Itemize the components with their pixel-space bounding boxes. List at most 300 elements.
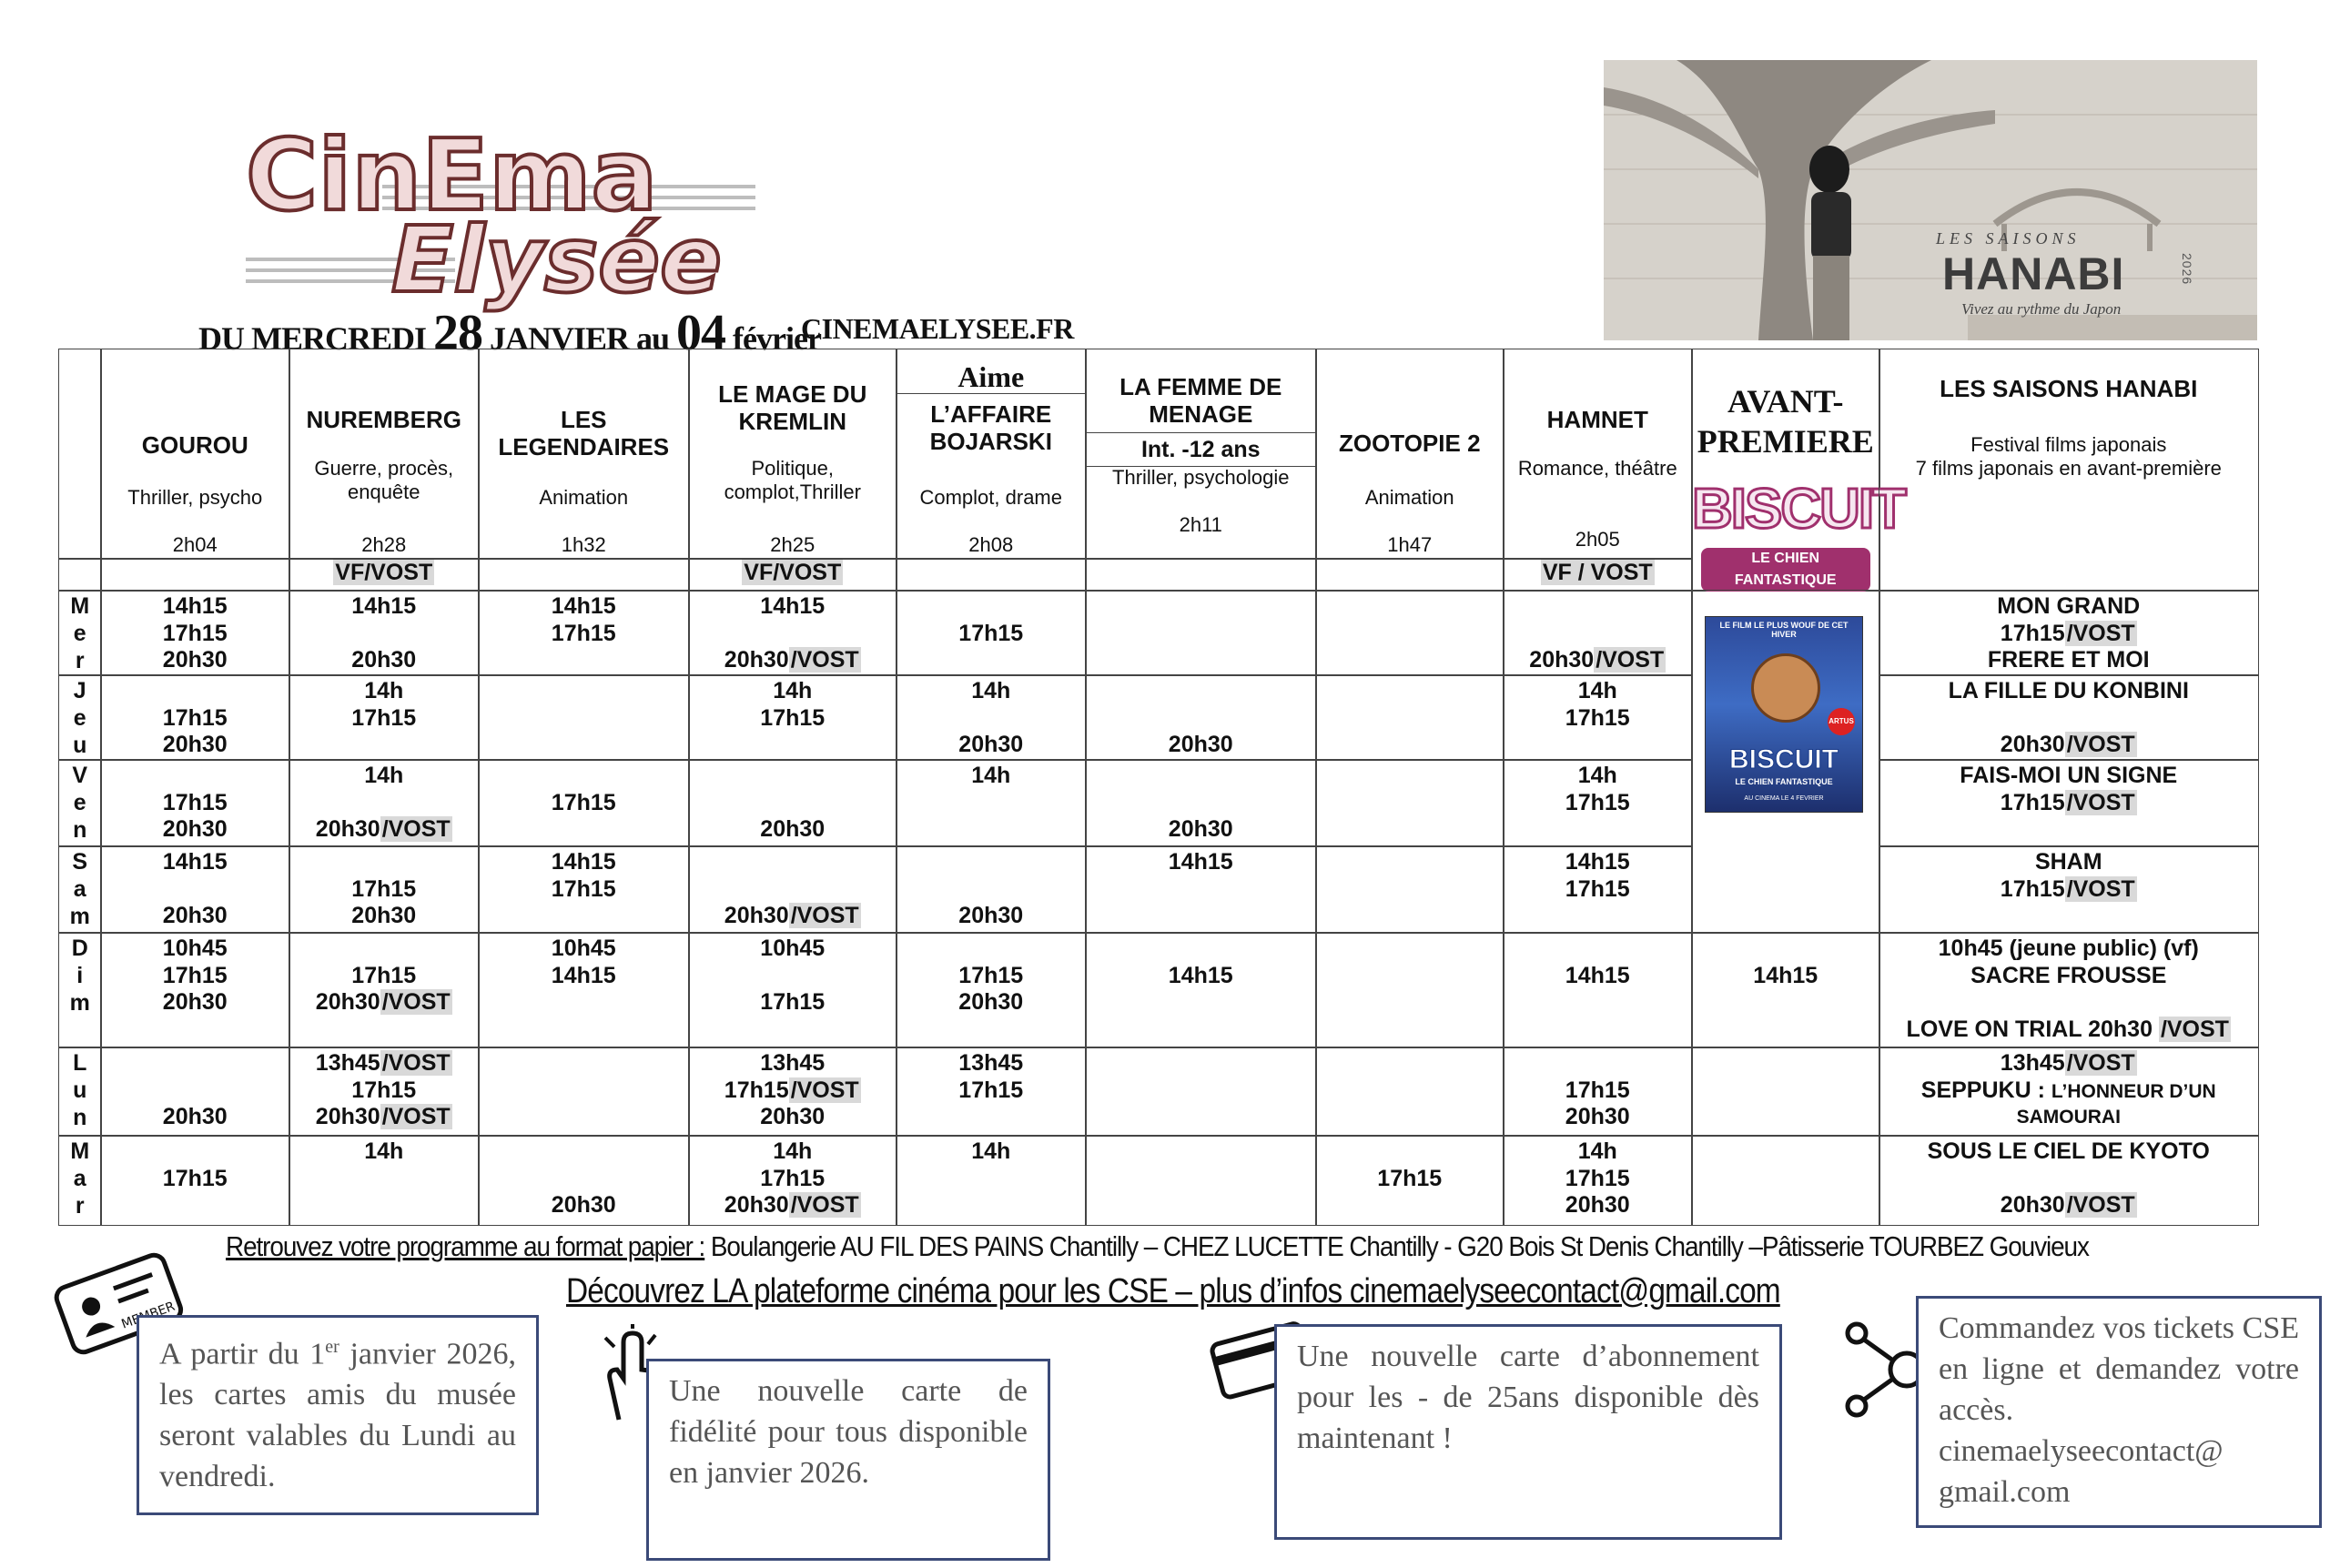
showtime-line xyxy=(289,1166,479,1193)
text: 20h30 xyxy=(958,989,1024,1015)
showtime-cell xyxy=(1315,1135,1504,1226)
showtime-line xyxy=(897,647,1086,674)
text: 17h15 xyxy=(958,620,1024,646)
showtime-line xyxy=(689,647,897,674)
poster-title: BISCUIT xyxy=(1729,744,1839,774)
showtime-cell xyxy=(896,932,1087,1048)
showtime-line xyxy=(101,849,289,876)
showtime-line xyxy=(101,1104,289,1131)
text: /VOST xyxy=(2066,875,2135,902)
text: 17h15 xyxy=(724,1077,789,1103)
text: 17h15 xyxy=(1377,1165,1443,1191)
banner-small-title: LES SAISONS xyxy=(1936,229,2081,248)
text: 20h30 xyxy=(760,1104,826,1129)
text: 14h xyxy=(1577,763,1617,788)
showtime-cell xyxy=(896,1135,1087,1226)
text: 14h xyxy=(364,1138,404,1164)
showtime-line xyxy=(101,621,289,648)
showtime-line xyxy=(1086,790,1316,817)
text: /VOST xyxy=(381,1050,451,1076)
day-letter: r xyxy=(75,1193,85,1219)
text: 20h30 xyxy=(1529,647,1595,673)
showtime-cell xyxy=(896,1047,1087,1137)
showtime-line xyxy=(101,903,289,930)
showtime-line xyxy=(1316,1192,1504,1219)
showtime-cell xyxy=(1315,674,1504,761)
showtime-line xyxy=(101,1166,289,1193)
showtime-cell xyxy=(1503,932,1693,1048)
showtime-line xyxy=(289,816,479,844)
day-letter: n xyxy=(73,1105,87,1130)
showtime-line xyxy=(1086,1104,1316,1131)
day-letter: L xyxy=(73,1050,87,1076)
logo-line2: Elysée xyxy=(391,207,722,313)
text: 20h30 xyxy=(551,1192,616,1218)
film-title: ZOOTOPIE 2 xyxy=(1338,430,1481,457)
showtime-line xyxy=(1316,732,1504,759)
showtime-line xyxy=(1316,903,1504,930)
paper-program-line: Retrouvez votre programme au format papier : Boulangerie AU FIL DES PAINS Chantilly – CHEZ LUCETTE Chantilly - G20 Bois St Denis Chantilly –Pâtisserie TOURBEZ Gouvieux xyxy=(226,1230,2089,1262)
showtime-line xyxy=(1504,705,1692,733)
showtime-cell xyxy=(1085,674,1317,761)
showtime-line xyxy=(289,1077,479,1105)
showtime-line xyxy=(289,593,479,621)
text: 20h30 xyxy=(162,732,228,757)
showtime-line xyxy=(1316,963,1504,990)
showtime-cell xyxy=(478,845,690,934)
day-letter: m xyxy=(69,990,90,1016)
film-duration: 1h32 xyxy=(561,533,606,556)
showtime-line xyxy=(479,732,689,759)
text: /VOST xyxy=(790,903,859,928)
showtime-cell xyxy=(688,932,897,1048)
film-header-7 xyxy=(1315,349,1504,560)
text: MON GRAND xyxy=(1997,593,2141,619)
day-letter: u xyxy=(73,733,87,758)
showtime-line xyxy=(101,732,289,759)
showtime-line xyxy=(1086,1138,1316,1166)
showtime-line xyxy=(479,1166,689,1193)
showtime-cell xyxy=(289,932,480,1048)
showtime-line xyxy=(1504,1138,1692,1166)
text: 20h30 xyxy=(2000,1192,2065,1218)
day-letter: e xyxy=(73,705,86,731)
showtime-line xyxy=(1504,876,1692,904)
showtime-line xyxy=(897,1138,1086,1166)
avant-premiere-label: PREMIERE xyxy=(1697,423,1874,460)
avant-premiere-poster-cell xyxy=(1691,590,1880,934)
day-letter: e xyxy=(73,621,86,646)
day-letter: m xyxy=(69,904,90,929)
film-genre: Complot, drame xyxy=(919,486,1062,509)
biscuit-poster xyxy=(1705,616,1863,813)
showtime-line xyxy=(1316,763,1504,790)
film-genre: Romance, théâtre xyxy=(1517,457,1677,480)
showtime-line xyxy=(1504,593,1692,621)
showtime-line xyxy=(1086,876,1316,904)
text: /VOST xyxy=(381,989,451,1015)
day-cell-6 xyxy=(58,1135,102,1226)
showtime-line xyxy=(689,989,897,1017)
text: 20h30 xyxy=(162,647,228,673)
showtime-line xyxy=(289,936,479,963)
showtime-cell xyxy=(1503,590,1693,676)
showtime-line xyxy=(1086,903,1316,930)
showtime-line xyxy=(479,849,689,876)
text: 20h30 xyxy=(315,1104,380,1129)
day-letter: M xyxy=(70,1138,90,1164)
text: 14h xyxy=(364,763,404,788)
text: 20h30 xyxy=(724,903,789,928)
showtime-line xyxy=(1086,1050,1316,1077)
showtime-line xyxy=(897,989,1086,1017)
hanabi-line xyxy=(1879,732,2258,759)
showtime-line xyxy=(1316,1166,1504,1193)
film-header-8 xyxy=(1503,349,1693,560)
showtime-cell xyxy=(688,759,897,847)
showtime-line xyxy=(689,1050,897,1077)
hanabi-banner xyxy=(1604,60,2257,340)
lang-cell-7 xyxy=(1315,558,1504,592)
showtime-cell xyxy=(100,1135,290,1226)
text: 14h15 xyxy=(1565,849,1630,875)
hanabi-cell-sam xyxy=(1879,845,2259,934)
showtime-line xyxy=(479,647,689,674)
showtime-line xyxy=(1692,963,1879,990)
hanabi-line xyxy=(1879,936,2258,963)
film-genre: Animation xyxy=(1364,486,1454,509)
text: /VOST xyxy=(2066,1192,2135,1218)
hanabi-line xyxy=(1879,705,2258,733)
text: 14h15 xyxy=(551,593,616,619)
showtime-line xyxy=(897,816,1086,844)
text: 10h45 xyxy=(551,936,616,961)
showtime-line xyxy=(101,963,289,990)
film-title: LA FEMME DE MENAGE xyxy=(1119,373,1282,428)
showtime-cell xyxy=(1085,932,1317,1048)
showtime-line xyxy=(289,963,479,990)
showtime-cell xyxy=(896,674,1087,761)
banner-tagline: Vivez au rythme du Japon xyxy=(1961,300,2122,318)
showtime-line xyxy=(1086,678,1316,705)
film-genre: Animation xyxy=(539,486,629,509)
film-genre: Politique, complot,Thriller xyxy=(724,457,861,503)
text: 20h30 xyxy=(760,816,826,842)
showtime-line xyxy=(479,1077,689,1105)
hanabi-cell-ven xyxy=(1879,759,2259,847)
text: 14h15 xyxy=(551,849,616,875)
film-header-2 xyxy=(289,349,480,560)
showtime-line xyxy=(1504,647,1692,674)
avant-premiere-label: AVANT- xyxy=(1727,383,1844,420)
showtime-line xyxy=(479,705,689,733)
showtime-cell xyxy=(100,590,290,676)
info-box-museum: A partir du 1er janvier 2026, les cartes amis du musée seront valables du Lundi au vendredi. xyxy=(137,1315,539,1515)
corner-cell xyxy=(58,558,102,592)
showtime-line xyxy=(689,621,897,648)
showtime-cell xyxy=(478,759,690,847)
showtime-line xyxy=(1504,763,1692,790)
film-duration: 2h05 xyxy=(1575,528,1620,551)
text: 20h30 xyxy=(1565,1192,1630,1218)
text: FRERE ET MOI xyxy=(1987,647,2150,673)
showtime-cell xyxy=(1503,845,1693,934)
film-genre: Thriller, psycho xyxy=(127,486,263,509)
film-duration: 2h04 xyxy=(172,533,218,556)
hanabi-line xyxy=(1879,790,2258,817)
showtime-cell xyxy=(896,845,1087,934)
text: 17h15 xyxy=(760,704,826,731)
showtime-line xyxy=(479,763,689,790)
hanabi-cell-lun xyxy=(1879,1047,2259,1137)
text: 14h xyxy=(971,678,1011,703)
hanabi-line xyxy=(1879,903,2258,930)
text: VF/VOST xyxy=(744,560,842,585)
showtime-line xyxy=(1316,647,1504,674)
showtime-line xyxy=(897,763,1086,790)
text: 17h15 xyxy=(958,1077,1024,1103)
showtime-line xyxy=(479,989,689,1017)
poster-tagline: LE FILM LE PLUS WOUF DE CET HIVER xyxy=(1719,621,1849,639)
showtime-cell xyxy=(1085,590,1317,676)
showtime-cell xyxy=(289,674,480,761)
showtime-cell xyxy=(896,759,1087,847)
showtime-line xyxy=(101,816,289,844)
showtime-line xyxy=(1316,1050,1504,1077)
day-cell-4 xyxy=(58,932,102,1048)
cinema-logo xyxy=(246,119,755,314)
film-label: Aime xyxy=(897,360,1086,394)
text: 20h30 xyxy=(958,732,1024,757)
showtime-line xyxy=(689,705,897,733)
text: 14h xyxy=(773,1138,813,1164)
day-letter: i xyxy=(76,963,84,988)
showtime-cell xyxy=(289,1135,480,1226)
lang-cell-4 xyxy=(688,558,897,592)
hanabi-cell-dim xyxy=(1879,932,2259,1048)
showtime-line xyxy=(897,705,1086,733)
text: 17h15 xyxy=(760,989,826,1015)
showtime-line xyxy=(689,790,897,817)
showtime-line xyxy=(1316,849,1504,876)
showtime-line xyxy=(1086,732,1316,759)
hanabi-line xyxy=(1879,1138,2258,1166)
text: LOVE ON TRIAL 20h30 xyxy=(1906,1016,2159,1042)
text: 20h30 xyxy=(958,903,1024,928)
showtime-line xyxy=(1086,1192,1316,1219)
day-letter: M xyxy=(70,593,90,619)
showtime-cell xyxy=(289,590,480,676)
text: /VOST xyxy=(2066,732,2135,757)
showtime-line xyxy=(689,1192,897,1219)
showtime-cell xyxy=(100,1047,290,1137)
showtime-line xyxy=(479,790,689,817)
text: 14h15 xyxy=(1168,962,1233,988)
showtime-cell xyxy=(1315,845,1504,934)
showtime-line xyxy=(897,1050,1086,1077)
hanabi-line: 7 films japonais en avant-première xyxy=(1915,457,2222,480)
day-letter: S xyxy=(72,849,88,875)
lang-cell-3 xyxy=(478,558,690,592)
showtime-line xyxy=(101,647,289,674)
showtime-line xyxy=(689,763,897,790)
showtime-line xyxy=(479,1104,689,1131)
film-duration: 2h11 xyxy=(1179,513,1222,536)
showtime-line xyxy=(289,790,479,817)
text: /VOST xyxy=(381,816,451,842)
film-genre: Guerre, procès, enquête xyxy=(314,457,454,503)
showtime-line xyxy=(1086,1077,1316,1105)
showtime-cell xyxy=(1503,674,1693,761)
showtime-line xyxy=(689,936,897,963)
film-title: L’AFFAIRE BOJARSKI xyxy=(929,400,1052,455)
text: 17h15 xyxy=(162,704,228,731)
hanabi-cell-mar xyxy=(1879,1135,2259,1226)
text: 14h15 xyxy=(162,593,228,619)
showtime-line xyxy=(897,790,1086,817)
lang-cell-5 xyxy=(896,558,1087,592)
showtime-line xyxy=(1086,1166,1316,1193)
text: 17h15 xyxy=(351,704,417,731)
text: 14h xyxy=(1577,1138,1617,1164)
showtime-line xyxy=(1086,621,1316,648)
text: 14h xyxy=(773,678,813,703)
showtime-cell xyxy=(1503,759,1693,847)
showtime-line xyxy=(479,936,689,963)
showtime-line xyxy=(289,647,479,674)
text: 10h45 xyxy=(162,936,228,961)
text: VF/VOST xyxy=(335,560,433,585)
text: 14h xyxy=(1577,678,1617,703)
showtime-cell xyxy=(100,674,290,761)
logo-line1: CinEma xyxy=(246,119,658,233)
showtime-line xyxy=(1504,1104,1692,1131)
text: 17h15 xyxy=(551,620,616,646)
text: /VOST xyxy=(2066,789,2135,815)
date-range: DU MERCREDI 28 JANVIER au 04 février xyxy=(198,305,821,361)
showtime-line xyxy=(1316,1104,1504,1131)
showtime-line xyxy=(1316,1077,1504,1105)
showtime-line xyxy=(101,989,289,1017)
hanabi-line xyxy=(1879,1104,2258,1131)
text: 14h15 xyxy=(1168,849,1233,875)
day-cell-1 xyxy=(58,674,102,761)
hanabi-line xyxy=(1879,647,2258,674)
showtime-line xyxy=(1504,989,1692,1017)
text: 17h15 xyxy=(1565,1165,1630,1191)
showtime-cell xyxy=(1085,845,1317,934)
showtime-cell xyxy=(1315,932,1504,1048)
showtime-cell xyxy=(896,590,1087,676)
text: 13h45 xyxy=(958,1050,1024,1076)
text: /VOST xyxy=(2066,1050,2135,1076)
showtime-line xyxy=(289,989,479,1017)
film-title: LE MAGE DU KREMLIN xyxy=(718,380,867,435)
showtime-line xyxy=(1086,816,1316,844)
text: SAMOURAI xyxy=(2016,1107,2121,1128)
film-header-6 xyxy=(1085,349,1317,560)
text: 17h15 xyxy=(162,789,228,815)
showtime-line xyxy=(1504,936,1692,963)
text: LA FILLE DU KONBINI xyxy=(1948,678,2189,703)
showtime-line xyxy=(1086,763,1316,790)
text: 20h30 xyxy=(1565,1104,1630,1129)
showtime-line xyxy=(1086,936,1316,963)
showtime-line xyxy=(289,1138,479,1166)
showtime-line xyxy=(479,876,689,904)
showtime-line xyxy=(897,621,1086,648)
showtime-line xyxy=(101,1077,289,1105)
biscuit-title: BISCUIT xyxy=(1692,478,1905,541)
showtime-line xyxy=(1316,876,1504,904)
text: 13h45 xyxy=(760,1050,826,1076)
showtime-line xyxy=(897,678,1086,705)
film-header-5 xyxy=(896,349,1087,560)
text: SHAM xyxy=(2034,849,2102,875)
text: 14h15 xyxy=(760,593,826,619)
day-letter: n xyxy=(73,817,87,843)
showtime-line xyxy=(101,1192,289,1219)
showtime-line xyxy=(101,790,289,817)
showtime-cell xyxy=(1503,1135,1693,1226)
avant-premiere-empty-cell xyxy=(1691,1135,1880,1226)
showtime-cell xyxy=(1315,590,1504,676)
text: 17h15 xyxy=(1565,1077,1630,1103)
showtime-line xyxy=(1504,816,1692,844)
text: 20h30 xyxy=(162,903,228,928)
showtime-line xyxy=(897,732,1086,759)
showtime-line xyxy=(289,705,479,733)
showtime-line xyxy=(897,1104,1086,1131)
text: 17h15 xyxy=(162,1165,228,1191)
showtime-line xyxy=(1504,732,1692,759)
text: 17h15 xyxy=(351,875,417,902)
day-cell-2 xyxy=(58,759,102,847)
showtime-line xyxy=(897,876,1086,904)
showtime-cell xyxy=(478,932,690,1048)
showtime-line xyxy=(689,903,897,930)
showtime-cell xyxy=(100,759,290,847)
text: 20h30 xyxy=(351,903,417,928)
hanabi-line xyxy=(1879,763,2258,790)
text: /VOST xyxy=(2066,620,2135,646)
showtime-line xyxy=(1316,621,1504,648)
text: 20h30 xyxy=(351,647,417,673)
showtime-line xyxy=(689,1138,897,1166)
hanabi-line xyxy=(1879,621,2258,648)
showtime-line xyxy=(1504,678,1692,705)
showtime-line xyxy=(479,593,689,621)
showtime-line xyxy=(479,1192,689,1219)
hanabi-line xyxy=(1879,1077,2258,1105)
day-letter: e xyxy=(73,790,86,815)
showtime-cell xyxy=(1315,759,1504,847)
dog-illustration xyxy=(1751,653,1820,723)
hanabi-line xyxy=(1879,1017,2258,1044)
showtime-line xyxy=(897,1077,1086,1105)
showtime-line xyxy=(1086,989,1316,1017)
text: /VOST xyxy=(790,1077,859,1103)
text: 14h xyxy=(364,678,404,703)
film-label: Int. -12 ans xyxy=(1086,432,1316,467)
corner-cell xyxy=(58,349,102,560)
showtime-cell xyxy=(478,1047,690,1137)
showtime-line xyxy=(689,876,897,904)
showtime-line xyxy=(479,1050,689,1077)
lang-cell-2 xyxy=(289,558,480,592)
showtime-line xyxy=(1086,849,1316,876)
day-letter: a xyxy=(73,876,86,902)
